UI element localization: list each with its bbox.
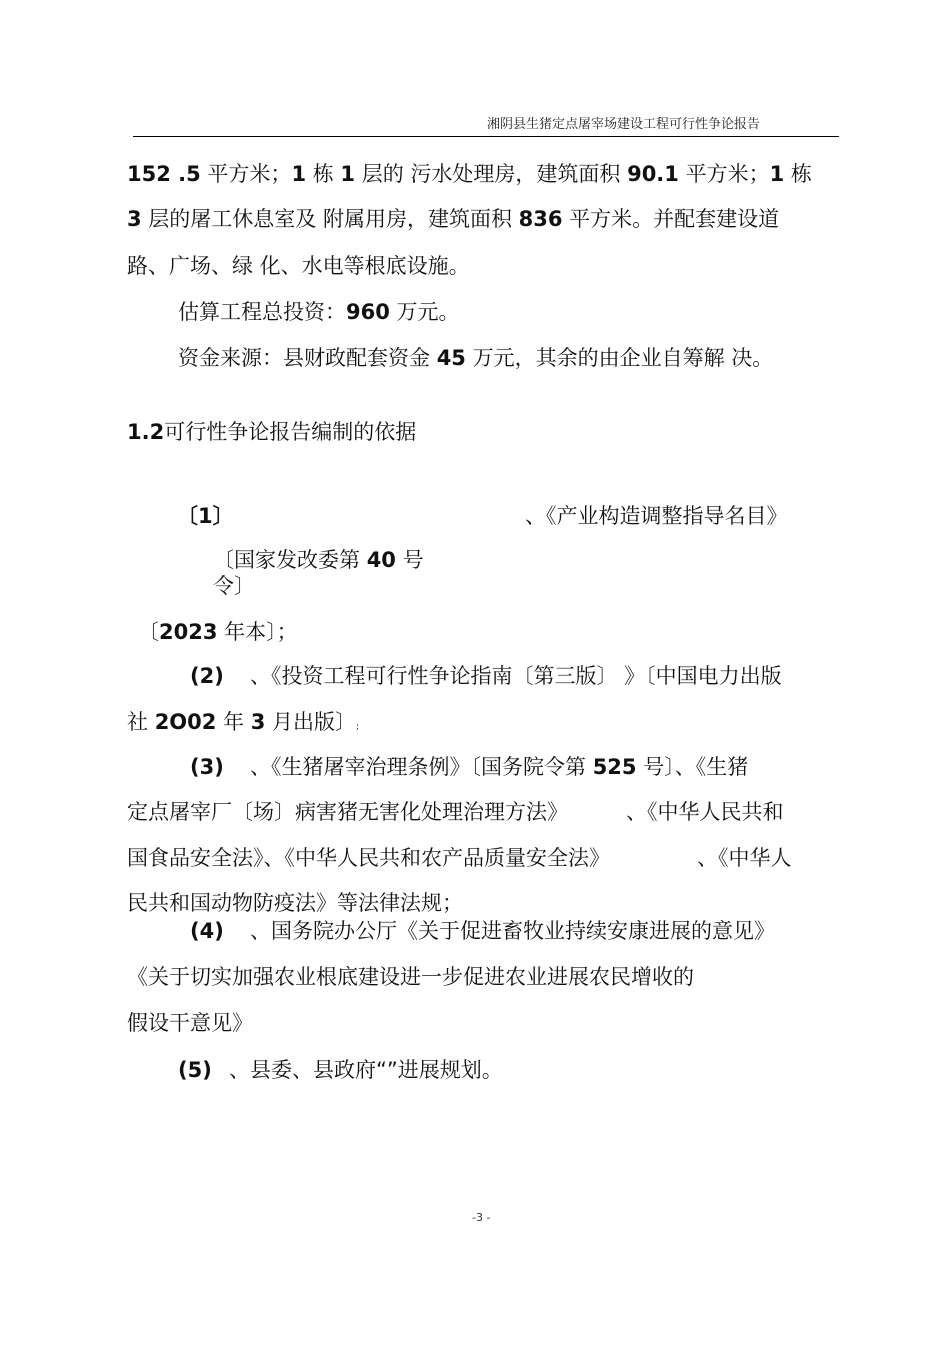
item-number: (4) [190, 919, 224, 943]
number: 960 [346, 300, 390, 324]
text: 层的屠工休息室及 附属用房，建筑面积 [141, 207, 519, 231]
text: 〔国家发改委第 [213, 548, 367, 572]
text: 社 [127, 710, 155, 734]
item-number: (5) [178, 1058, 212, 1082]
number: 2023 [159, 620, 218, 644]
item-line: 《关于切实加强农业根底建设进一步促进农业进展农民增收的 [127, 965, 694, 989]
number: 836 [518, 207, 563, 231]
number: 3 [250, 710, 266, 734]
item-line: 、县委、县政府“”进展规划。 [229, 1058, 503, 1082]
text: 万元，其余的由企业自筹解 决。 [465, 346, 774, 370]
text: 年 [216, 710, 251, 734]
text: 资金来源：县财政配套资金 [178, 346, 437, 370]
item-title: 、《产业构造调整指导名目》 [525, 504, 788, 528]
item-line: 、《中华人 [697, 846, 792, 870]
item-note: 令〕 [213, 574, 255, 598]
number: 45 [436, 346, 466, 370]
running-header: 湘阴县生猪定点屠宰场建设工程可行性争论报告 [487, 117, 761, 132]
text: 年本〕； [217, 620, 298, 644]
text: 栋 [784, 162, 812, 186]
section-heading [127, 418, 416, 446]
item-line: 、国务院办公厅《关于促进畜牧业持续安康进展的意见》 [250, 919, 775, 943]
item-year [138, 618, 298, 646]
number: 2O02 [154, 710, 217, 734]
item-line [250, 753, 748, 781]
section-number: 1.2 [127, 420, 165, 444]
item-number: (2) [190, 664, 224, 688]
item-line: 、《投资工程可行性争论指南〔第三版〕 》〔中国电力出版 [250, 664, 782, 688]
number: 525 [592, 755, 637, 779]
page-number: -3 - [472, 1211, 491, 1224]
paragraph-line [127, 160, 812, 188]
item-line [127, 708, 359, 741]
number: 90.1 [627, 162, 679, 186]
text: 万元。 [389, 300, 460, 324]
item-note [213, 546, 424, 574]
text: 号〕、《生猪 [636, 755, 749, 779]
text: 平方米； [678, 162, 770, 186]
number: 1 [340, 162, 356, 186]
text: ; [356, 722, 360, 732]
text: 号 [395, 548, 424, 572]
item-line: 国食品安全法》、《中华人民共和农产品质量安全法》 [127, 846, 610, 870]
number: 152 .5 [127, 162, 201, 186]
number: 1 [291, 162, 307, 186]
item-line: 、《中华人民共和 [626, 800, 784, 824]
item-number: (3) [190, 755, 224, 779]
item-line: 定点屠宰厂〔场〕病害猪无害化处理治理方法》 [127, 800, 568, 824]
text: 层的 污水处理房，建筑面积 [355, 162, 628, 186]
text: 、《生猪屠宰治理条例》〔国务院令第 [250, 755, 593, 779]
number: 3 [127, 207, 142, 231]
paragraph-line [127, 205, 779, 233]
paragraph-line: 路、广场、绿 化、水电等根底设施。 [127, 254, 470, 278]
number: 40 [366, 548, 396, 572]
number: 1 [769, 162, 785, 186]
item-line: 民共和国动物防疫法》等法律法规； [127, 891, 463, 915]
text: 栋 [306, 162, 341, 186]
text: 平方米； [200, 162, 292, 186]
item-line: 假设干意见》 [127, 1011, 253, 1035]
text: 估算工程总投资： [178, 300, 346, 324]
item-number: 〔1〕 [177, 504, 234, 528]
text: 〔 [138, 620, 159, 644]
header-rule [133, 136, 839, 137]
text: 平方米。并配套建设道 [562, 207, 780, 231]
investment-line [178, 298, 460, 326]
section-title: 可行性争论报告编制的依据 [164, 420, 417, 444]
funding-line [178, 344, 773, 372]
text: 月出版〕 [265, 710, 357, 734]
